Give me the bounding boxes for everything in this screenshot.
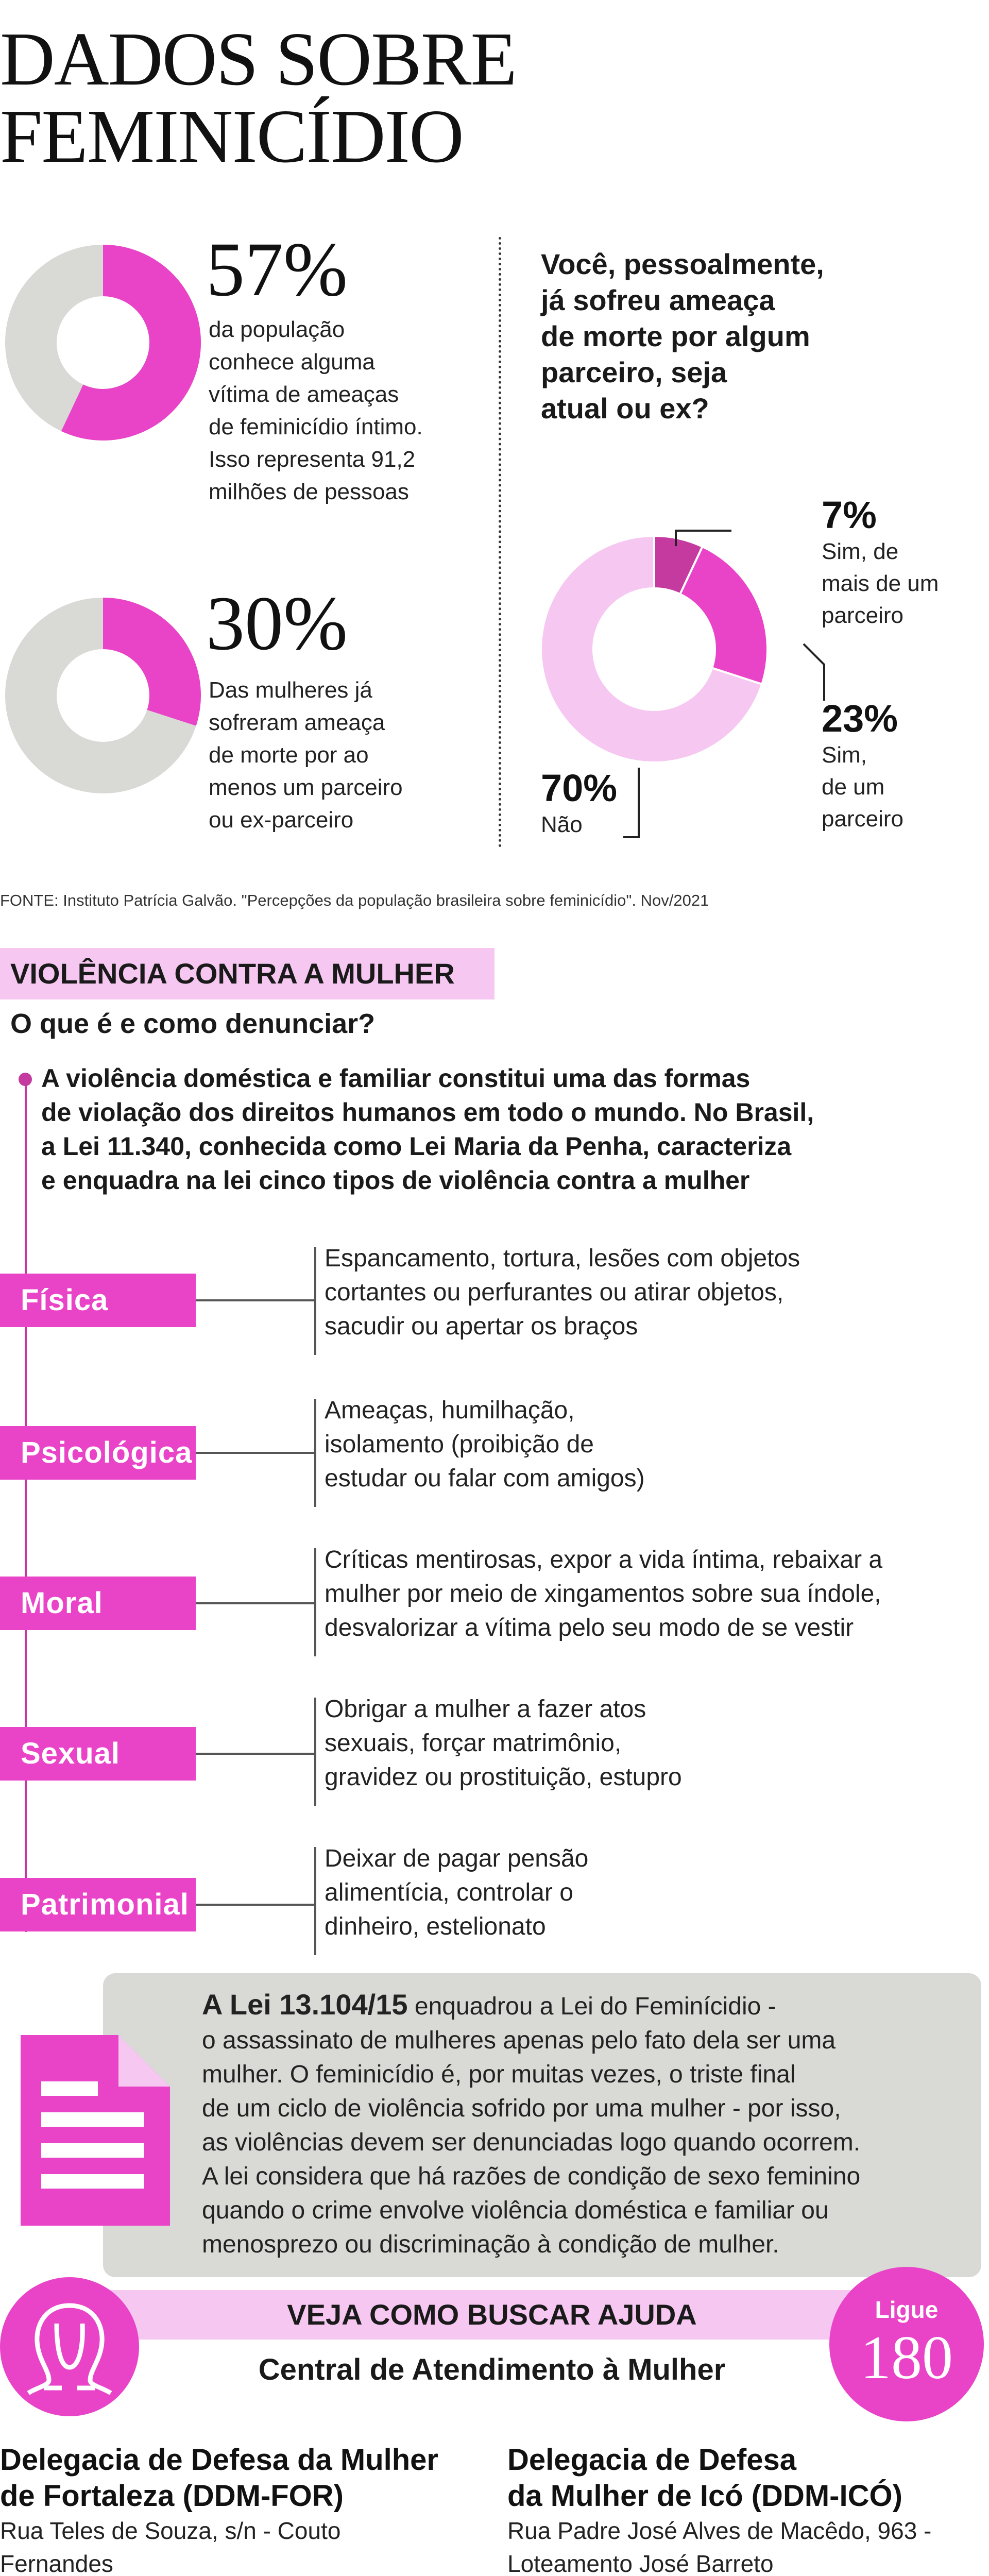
question-line: de morte por algum: [541, 320, 810, 352]
stat-57-line: da população: [209, 317, 345, 342]
timeline-line: [25, 1082, 27, 1932]
pie-label-7: [822, 495, 986, 632]
law-lead: A Lei 13.104/15: [202, 1988, 408, 2021]
pie-label-23: [822, 698, 986, 835]
type-desc-line: gravidez ou prostituição, estupro: [325, 1764, 682, 1791]
pie-label-70-pct: 70%: [541, 767, 618, 809]
help-subtitle: Central de Atendimento à Mulher: [258, 2353, 726, 2386]
type-desc-fisica: [325, 1242, 968, 1344]
title-line-2: FEMINICÍDIO: [0, 94, 463, 179]
donut-57: [0, 240, 206, 446]
woman-profile-svg: [0, 2277, 139, 2416]
type-desc-line: alimentícia, controlar o: [325, 1879, 573, 1906]
question-line: parceiro, seja: [541, 356, 727, 388]
violence-intro: [41, 1061, 855, 1197]
ligue-label: Ligue: [875, 2296, 939, 2323]
type-desc-line: Espancamento, tortura, lesões com objetos: [325, 1245, 800, 1272]
stat-57-line: milhões de pessoas: [209, 479, 409, 504]
source-note: FONTE: Instituto Patrícia Galvão. "Percepções da população brasileira sobre feminicídio". Nov/2021: [0, 891, 709, 909]
type-desc-sexual: [325, 1692, 968, 1794]
type-connector: [196, 1602, 315, 1604]
stat-57-line: vítima de ameaças: [209, 382, 399, 407]
pie-label-7-text: mais de um: [822, 571, 939, 596]
type-desc-line: sexuais, forçar matrimônio,: [325, 1730, 622, 1757]
woman-profile-icon: [0, 2277, 139, 2416]
law-text: [202, 1988, 964, 2262]
pie-label-7-text: parceiro: [822, 603, 903, 628]
type-desc-moral: [325, 1543, 968, 1645]
type-bracket: [314, 1847, 316, 1955]
question-line: já sofreu ameaça: [541, 284, 775, 316]
type-bracket: [314, 1399, 316, 1507]
type-desc-line: Obrigar a mulher a fazer atos: [325, 1696, 646, 1723]
type-desc-line: desvalorizar a vítima pelo seu modo de se vestir: [325, 1614, 854, 1641]
delegacia-name: de Fortaleza (DDM-FOR): [0, 2479, 344, 2513]
type-desc-line: dinheiro, estelionato: [325, 1913, 546, 1940]
type-bracket: [314, 1698, 316, 1806]
delegacia-ico: [507, 2442, 989, 2576]
law-first-rest: enquadrou a Lei do Feminícidio -: [407, 1993, 776, 2020]
type-desc-psicologica: [325, 1394, 968, 1496]
title-line-1: DADOS SOBRE: [0, 17, 516, 101]
type-tag-moral: Moral: [0, 1577, 196, 1630]
type-desc-line: estudar ou falar com amigos): [325, 1465, 645, 1492]
type-desc-line: sacudir ou apertar os braços: [325, 1313, 638, 1340]
stat-57-line: conhece alguma: [209, 349, 375, 375]
law-line-first: [202, 1988, 964, 2024]
pie-label-70: [541, 768, 644, 841]
dotted-divider: [499, 237, 501, 848]
document-icon: [21, 2035, 170, 2226]
type-tag-psicologica: Psicológica: [0, 1426, 196, 1480]
pie-label-23-pct: 23%: [822, 697, 898, 740]
violence-subtitle: O que é e como denunciar?: [10, 1008, 376, 1039]
stat-57-line: Isso representa 91,2: [209, 447, 416, 472]
stat-30-line: menos um parceiro: [209, 775, 403, 800]
delegacia-address: Rua Teles de Souza, s/n - Couto: [0, 2517, 341, 2544]
intro-line: a Lei 11.340, conhecida como Lei Maria da Penha, caracteriza: [41, 1132, 792, 1161]
type-bracket: [314, 1247, 316, 1355]
stat-57-text: [209, 313, 476, 508]
stat-57-line: de feminicídio íntimo.: [209, 414, 423, 439]
stat-30-text: [209, 674, 476, 836]
stat-30-line: sofreram ameaça: [209, 710, 385, 735]
survey-question: [541, 246, 932, 427]
type-desc-line: mulher por meio de xingamentos sobre sua índole,: [325, 1580, 881, 1607]
type-connector: [196, 1904, 315, 1906]
page-title: [0, 17, 567, 179]
pie-label-23-text: parceiro: [822, 806, 903, 832]
pie-label-23-text: Sim,: [822, 742, 867, 768]
intro-line: de violação dos direitos humanos em todo o mundo. No Brasil,: [41, 1098, 814, 1127]
stat-30-line: Das mulheres já: [209, 677, 372, 703]
law-line: A lei considera que há razões de condição de sexo feminino: [202, 2163, 861, 2190]
pie-label-7-pct: 7%: [822, 494, 877, 536]
type-connector: [196, 1753, 315, 1755]
type-connector: [196, 1452, 315, 1454]
type-desc-patrimonial: [325, 1842, 968, 1944]
pie-label-23-text: de um: [822, 774, 885, 800]
law-line: as violências devem ser denunciadas logo quando ocorrem.: [202, 2129, 861, 2156]
leader-line-7: [676, 531, 731, 546]
stat-57-percent: 57%: [206, 227, 348, 312]
question-line: Você, pessoalmente,: [541, 248, 824, 280]
type-desc-line: isolamento (proibição de: [325, 1431, 594, 1458]
violence-band: VIOLÊNCIA CONTRA A MULHER: [0, 948, 494, 999]
delegacia-address: Rua Padre José Alves de Macêdo, 963 -: [507, 2517, 932, 2544]
delegacia-fortaleza: [0, 2442, 484, 2576]
type-desc-line: Ameaças, humilhação,: [325, 1397, 575, 1424]
type-tag-sexual: Sexual: [0, 1727, 196, 1781]
law-line: de um ciclo de violência sofrido por uma mulher - por isso,: [202, 2095, 841, 2122]
help-band: VEJA COMO BUSCAR AJUDA: [70, 2290, 914, 2340]
intro-line: e enquadra na lei cinco tipos de violência contra a mulher: [41, 1166, 750, 1195]
stat-30-line: de morte por ao: [209, 742, 369, 768]
type-desc-line: Deixar de pagar pensão: [325, 1845, 589, 1872]
pie-label-70-text: Não: [541, 812, 583, 837]
delegacia-name: Delegacia de Defesa da Mulher: [0, 2443, 438, 2477]
donut-30: [0, 592, 206, 799]
stat-30-line: ou ex-parceiro: [209, 807, 354, 833]
delegacia-name: Delegacia de Defesa: [507, 2443, 796, 2477]
delegacia-address: Fernandes: [0, 2550, 113, 2576]
delegacia-name: da Mulher de Icó (DDM-ICÓ): [507, 2479, 902, 2513]
law-line: mulher. O feminicídio é, por muitas vezes, o triste final: [202, 2061, 796, 2088]
ligue-180-badge: [829, 2267, 984, 2421]
pie-label-7-text: Sim, de: [822, 539, 899, 564]
type-connector: [196, 1299, 315, 1301]
ligue-number: 180: [860, 2323, 953, 2392]
law-line: quando o crime envolve violência doméstica e familiar ou: [202, 2197, 829, 2224]
leader-line-23: [804, 644, 824, 701]
stat-30-percent: 30%: [206, 581, 348, 666]
type-bracket: [314, 1548, 316, 1656]
law-line: o assassinato de mulheres apenas pelo fato dela ser uma: [202, 2027, 836, 2054]
type-tag-patrimonial: Patrimonial: [0, 1878, 196, 1931]
intro-line: A violência doméstica e familiar constitui uma das formas: [41, 1064, 751, 1093]
type-tag-fisica: Física: [0, 1274, 196, 1327]
type-desc-line: cortantes ou perfurantes ou atirar objetos,: [325, 1279, 784, 1306]
question-line: atual ou ex?: [541, 392, 709, 425]
delegacia-address: Loteamento José Barreto: [507, 2550, 774, 2576]
law-line: menosprezo ou discriminação à condição de mulher.: [202, 2231, 779, 2258]
type-desc-line: Críticas mentirosas, expor a vida íntima, rebaixar a: [325, 1546, 883, 1573]
